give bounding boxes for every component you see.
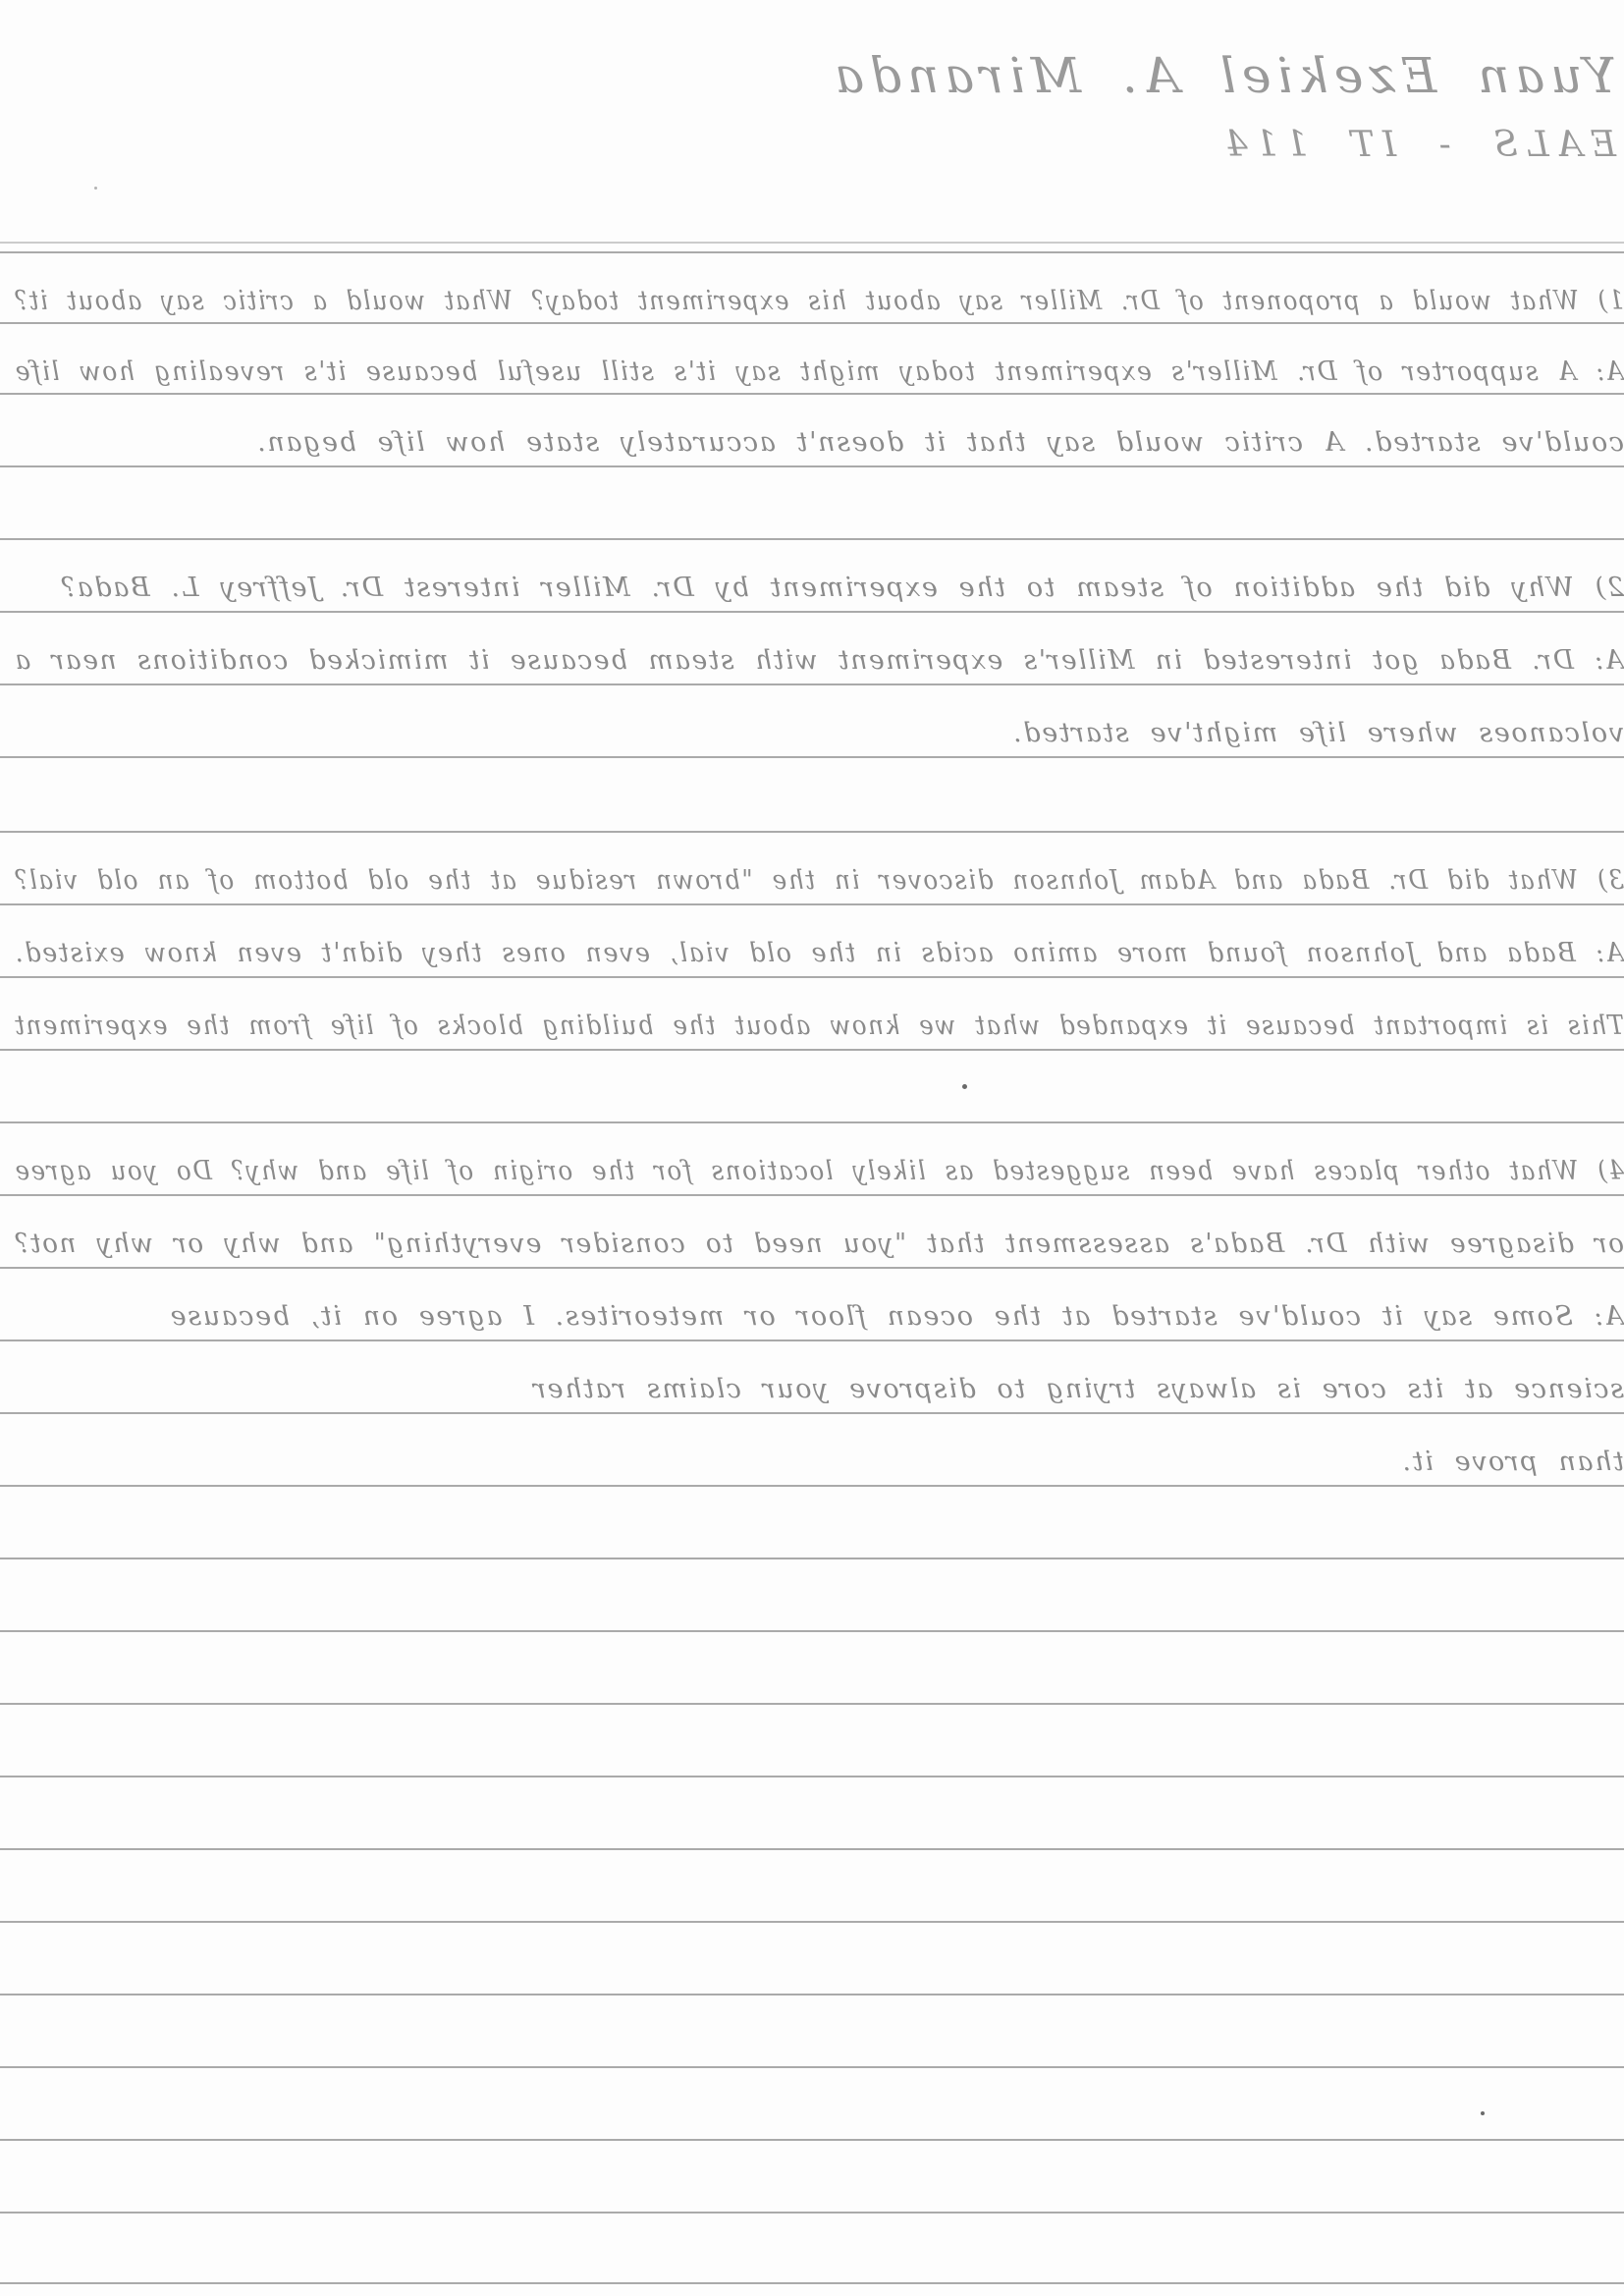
ruled-line xyxy=(0,1848,1624,1850)
text-line xyxy=(0,405,1624,464)
text-line xyxy=(0,1279,1624,1338)
question-4-line-2: or disagree with Dr. Bada's assessment that "you need to consider everything" and why or why not? xyxy=(13,1229,1624,1259)
answer-3-line-2: This is important because it expanded what we know about the building blocks of life from the experiment xyxy=(13,1011,1624,1041)
ruled-line xyxy=(0,1485,1624,1487)
ink-speck xyxy=(1481,2111,1485,2115)
text-line xyxy=(0,1206,1624,1265)
ruled-line xyxy=(0,976,1624,978)
ruled-line xyxy=(0,1194,1624,1196)
text-line xyxy=(0,263,1624,322)
ruled-line xyxy=(0,1776,1624,1777)
ruled-line xyxy=(0,1267,1624,1269)
text-line xyxy=(0,695,1624,754)
ink-speck xyxy=(94,187,97,190)
text-line xyxy=(0,623,1624,682)
ruled-line xyxy=(0,393,1624,395)
answer-1-line-1: A: A supporter of Dr. Miller's experiment today might say it's still useful because it's revealing how life xyxy=(14,356,1624,387)
ruled-line xyxy=(0,683,1624,685)
question-1: 1) What would a proponent of Dr. Miller say about his experiment today? What would a critic say about it? xyxy=(13,286,1624,316)
text-line xyxy=(0,550,1624,609)
ruled-line xyxy=(0,1703,1624,1705)
question-4-line-1: 4) What other places have been suggested as likely locations for the origin of life and why? Do you agree xyxy=(14,1156,1624,1186)
course-code: EALS - IT 114 xyxy=(1217,125,1616,165)
answer-1-line-2: could've started. A critic would say that it doesn't accurately state how life began. xyxy=(255,427,1624,458)
ruled-line xyxy=(0,2282,1624,2284)
ink-speck xyxy=(962,1084,967,1089)
ruled-line xyxy=(0,465,1624,467)
ruled-line xyxy=(0,756,1624,758)
header-name-line xyxy=(0,29,1624,108)
answer-4-line-1: A: Some say it could've started at the ocean floor or meteorites. I agree on it, because xyxy=(169,1301,1624,1332)
text-line xyxy=(0,988,1624,1047)
student-name: Yuan Ezekiel A. Miranda xyxy=(829,47,1616,104)
text-line xyxy=(0,1351,1624,1410)
ruled-line xyxy=(0,2066,1624,2068)
ruled-line xyxy=(0,2139,1624,2141)
ruled-line xyxy=(0,2212,1624,2214)
ruled-line xyxy=(0,903,1624,905)
answer-2-line-2: volcanoes where life might've started. xyxy=(1011,718,1624,748)
ruled-line xyxy=(0,831,1624,833)
text-line xyxy=(0,334,1624,393)
text-line xyxy=(0,1133,1624,1192)
ruled-line xyxy=(0,538,1624,540)
question-3: 3) What did Dr. Bada and Adam Johnson discover in the "brown residue at the old bottom of an old vial? xyxy=(13,865,1624,896)
ruled-line xyxy=(0,1921,1624,1923)
ruled-line xyxy=(0,322,1624,324)
text-line xyxy=(0,843,1624,902)
answer-2-line-1: A: Dr. Bada got interested in Miller's experiment with steam because it mimicked conditions near a xyxy=(13,645,1624,676)
ruled-line xyxy=(0,1339,1624,1341)
ruled-line xyxy=(0,1412,1624,1414)
header-course-line xyxy=(0,110,1624,169)
answer-4-line-3: than prove it. xyxy=(1400,1447,1624,1477)
answer-4-line-2: science at its core is always trying to disprove your claims rather xyxy=(531,1374,1624,1404)
ruled-line xyxy=(0,1994,1624,1995)
ruled-line xyxy=(0,1121,1624,1123)
ruled-line xyxy=(0,1630,1624,1632)
text-line xyxy=(0,1424,1624,1483)
ruled-line xyxy=(0,1558,1624,1559)
question-2: 2) Why did the addition of steam to the experiment by Dr. Miller interest Dr. Jeffrey L. Bada? xyxy=(59,573,1624,603)
ruled-line xyxy=(0,242,1624,244)
text-line xyxy=(0,915,1624,974)
ruled-line xyxy=(0,1049,1624,1051)
ruled-line xyxy=(0,611,1624,613)
ruled-line xyxy=(0,251,1624,253)
answer-3-line-1: A: Bada and Johnson found more amino acids in the old vial, even ones they didn't even know existed. xyxy=(14,938,1624,968)
